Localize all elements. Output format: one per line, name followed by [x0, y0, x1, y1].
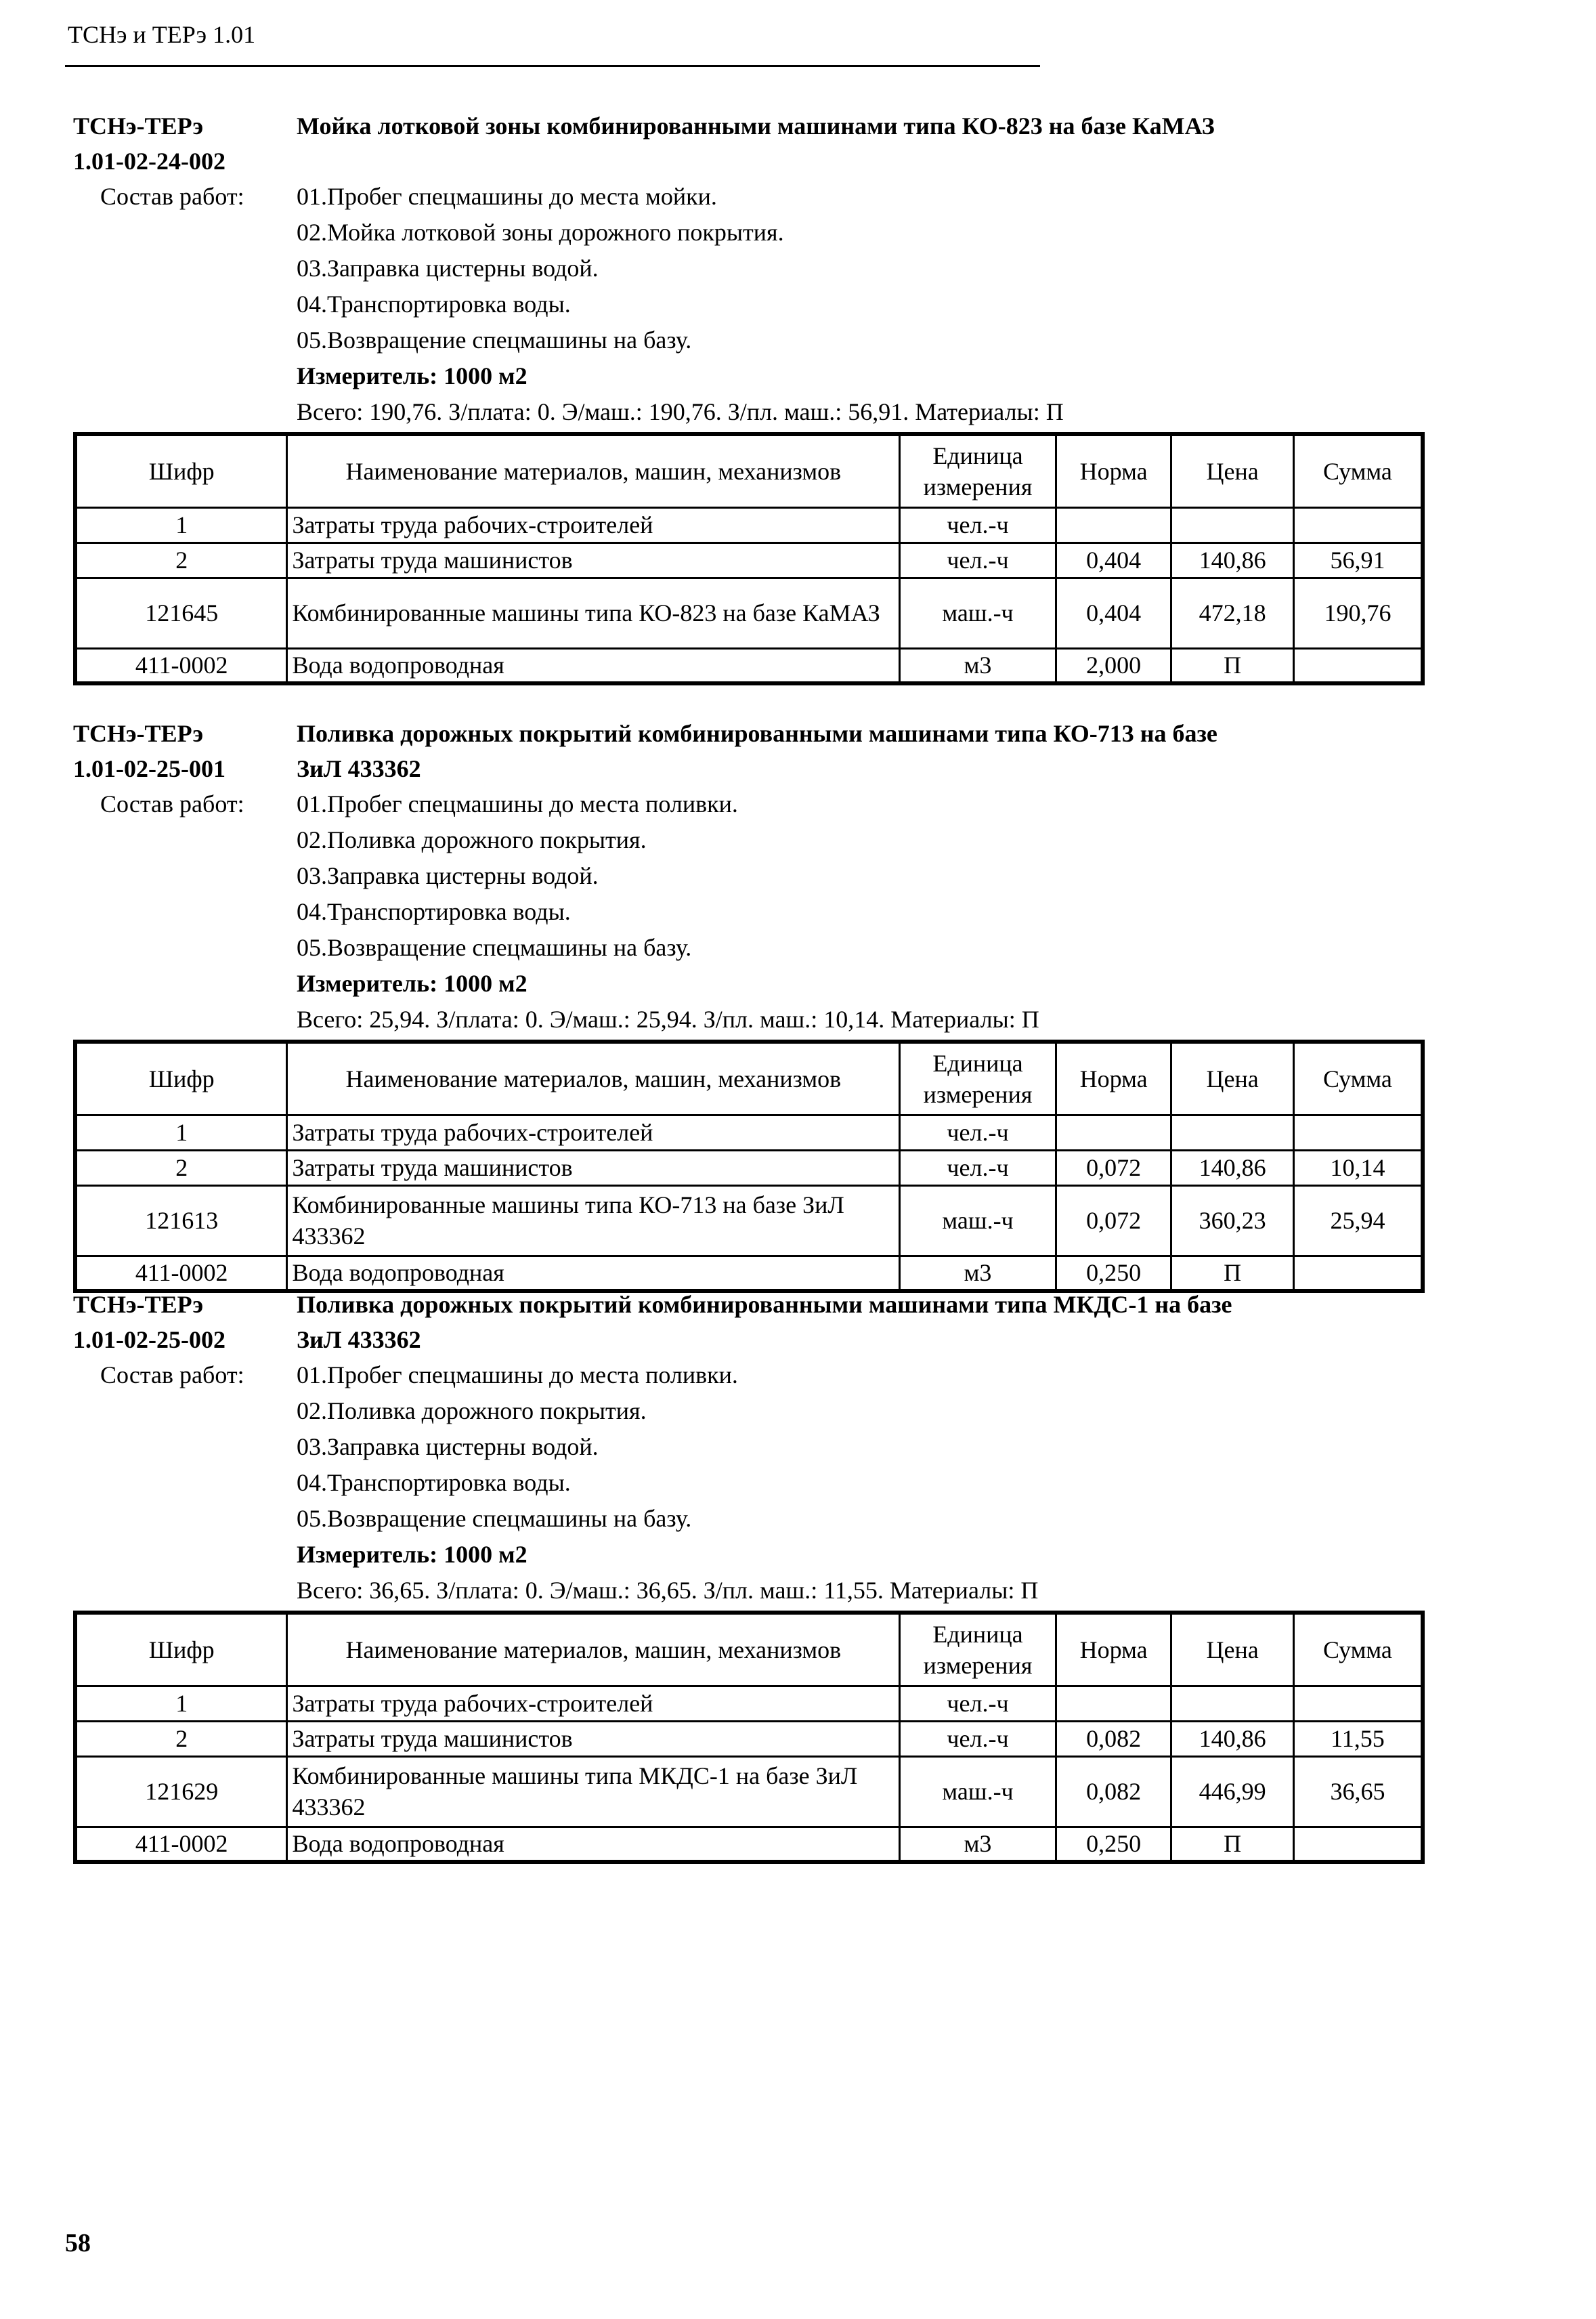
sostav-label: Состав работ:: [100, 1361, 244, 1388]
cell-code: 121613: [75, 1185, 287, 1256]
table-row: [75, 507, 1423, 542]
cell-name: Комбинированные машины типа МКДС-1 на базе ЗиЛ 433362: [287, 1756, 900, 1827]
cell-sum: [1293, 1256, 1423, 1291]
work-operations: [297, 179, 1064, 430]
cell-unit: м3: [900, 1256, 1056, 1291]
cell-code: 121629: [75, 1756, 287, 1827]
column-header: Наименование материалов, машин, механизмов: [287, 1613, 900, 1686]
column-header: Сумма: [1293, 1042, 1423, 1115]
cell-norm: 2,000: [1056, 648, 1171, 683]
rates-table: [73, 1040, 1425, 1293]
cell-unit: маш.-ч: [900, 1185, 1056, 1256]
cell-sum: [1293, 648, 1423, 683]
operation-item: 04.Транспортировка воды.: [297, 1469, 571, 1496]
table-row: [75, 1115, 1423, 1150]
table-header-row: [75, 434, 1423, 507]
table-header-row: [75, 1042, 1423, 1115]
cell-code: 1: [75, 507, 287, 542]
page-number: 58: [65, 2229, 91, 2257]
cost-summary: Всего: 25,94. З/плата: 0. Э/маш.: 25,94. З/пл. маш.: 10,14. Материалы: П: [297, 1006, 1039, 1033]
cost-summary: Всего: 36,65. З/плата: 0. Э/маш.: 36,65. З/пл. маш.: 11,55. Материалы: П: [297, 1577, 1039, 1604]
rate-title-line: Мойка лотковой зоны комбинированными машинами типа КО-823 на базе КаМАЗ: [297, 112, 1215, 140]
running-header: ТСНэ и ТЕРэ 1.01: [68, 21, 256, 48]
operation-item: 02.Мойка лотковой зоны дорожного покрытия.: [297, 219, 784, 246]
table-row: [75, 1185, 1423, 1256]
cell-price: 446,99: [1171, 1756, 1294, 1827]
operation-item: 03.Заправка цистерны водой.: [297, 862, 599, 889]
cell-price: 140,86: [1171, 1150, 1294, 1185]
column-header: Наименование материалов, машин, механизмов: [287, 1042, 900, 1115]
cell-norm: [1056, 507, 1171, 542]
cell-sum: 11,55: [1293, 1721, 1423, 1756]
sostav-label: Состав работ:: [100, 790, 244, 817]
cell-unit: м3: [900, 1827, 1056, 1862]
cell-sum: [1293, 507, 1423, 542]
table-row: [75, 1721, 1423, 1756]
column-header: Цена: [1171, 1613, 1294, 1686]
cell-unit: чел.-ч: [900, 542, 1056, 578]
cell-name: Затраты труда рабочих-строителей: [287, 1115, 900, 1150]
cell-name: Затраты труда машинистов: [287, 1150, 900, 1185]
cell-norm: [1056, 1686, 1171, 1721]
cell-name: Вода водопроводная: [287, 1256, 900, 1291]
cell-name: Затраты труда машинистов: [287, 1721, 900, 1756]
cell-norm: 0,082: [1056, 1721, 1171, 1756]
table-row: [75, 1827, 1423, 1862]
cell-unit: чел.-ч: [900, 507, 1056, 542]
cell-norm: 0,250: [1056, 1256, 1171, 1291]
sostav-label: Состав работ:: [100, 183, 244, 210]
operation-item: 05.Возвращение спецмашины на базу.: [297, 326, 692, 354]
cell-norm: 0,072: [1056, 1185, 1171, 1256]
column-header: Цена: [1171, 1042, 1294, 1115]
cell-price: 140,86: [1171, 542, 1294, 578]
operation-item: 05.Возвращение спецмашины на базу.: [297, 934, 692, 961]
rate-code-prefix: ТСНэ-ТЕРэ: [73, 720, 204, 747]
column-header: Сумма: [1293, 1613, 1423, 1686]
cell-sum: 190,76: [1293, 578, 1423, 648]
cell-unit: маш.-ч: [900, 1756, 1056, 1827]
cell-name: Комбинированные машины типа КО-713 на базе ЗиЛ 433362: [287, 1185, 900, 1256]
table-row: [75, 648, 1423, 683]
cell-unit: маш.-ч: [900, 578, 1056, 648]
header-rule: [65, 65, 1040, 67]
operation-item: 01.Пробег спецмашины до места поливки.: [297, 790, 738, 817]
table-row: [75, 1256, 1423, 1291]
operation-item: 02.Поливка дорожного покрытия.: [297, 826, 647, 853]
cell-code: 1: [75, 1686, 287, 1721]
operation-item: 04.Транспортировка воды.: [297, 291, 571, 318]
rate-section-1: [73, 108, 1427, 691]
operation-item: 02.Поливка дорожного покрытия.: [297, 1397, 647, 1424]
cell-price: П: [1171, 1256, 1294, 1291]
column-header: Норма: [1056, 1042, 1171, 1115]
column-header: Шифр: [75, 1613, 287, 1686]
cell-price: [1171, 1115, 1294, 1150]
cell-norm: [1056, 1115, 1171, 1150]
cell-norm: 0,082: [1056, 1756, 1171, 1827]
cell-price: 360,23: [1171, 1185, 1294, 1256]
column-header: Норма: [1056, 1613, 1171, 1686]
cell-norm: 0,404: [1056, 578, 1171, 648]
rate-code-prefix: ТСНэ-ТЕРэ: [73, 112, 204, 140]
operation-item: 03.Заправка цистерны водой.: [297, 255, 599, 282]
cell-code: 2: [75, 542, 287, 578]
table-row: [75, 542, 1423, 578]
rate-title-line: ЗиЛ 433362: [297, 1326, 421, 1353]
rate-section-2: [73, 716, 1427, 1298]
cell-sum: 36,65: [1293, 1756, 1423, 1827]
cell-price: 472,18: [1171, 578, 1294, 648]
rates-table: [73, 1611, 1425, 1864]
cell-price: П: [1171, 1827, 1294, 1862]
cell-code: 411-0002: [75, 1827, 287, 1862]
cell-code: 2: [75, 1721, 287, 1756]
cell-unit: чел.-ч: [900, 1686, 1056, 1721]
rate-code-number: 1.01-02-25-001: [73, 755, 225, 782]
rates-table: [73, 432, 1425, 685]
cell-price: П: [1171, 648, 1294, 683]
cell-code: 121645: [75, 578, 287, 648]
rate-code: [73, 1287, 290, 1357]
rate-section-3: [73, 1287, 1427, 1869]
column-header: Сумма: [1293, 434, 1423, 507]
table-row: [75, 578, 1423, 648]
column-header: Шифр: [75, 1042, 287, 1115]
rate-code: [73, 716, 290, 786]
column-header: Норма: [1056, 434, 1171, 507]
cell-sum: [1293, 1115, 1423, 1150]
operation-item: 01.Пробег спецмашины до места мойки.: [297, 183, 717, 210]
rate-code: [73, 108, 290, 179]
cell-price: [1171, 1686, 1294, 1721]
rate-code-prefix: ТСНэ-ТЕРэ: [73, 1291, 204, 1318]
cell-code: 411-0002: [75, 648, 287, 683]
cell-name: Затраты труда рабочих-строителей: [287, 507, 900, 542]
measure-unit: Измеритель: 1000 м2: [297, 1541, 527, 1568]
cell-unit: м3: [900, 648, 1056, 683]
operation-item: 01.Пробег спецмашины до места поливки.: [297, 1361, 738, 1388]
cell-name: Затраты труда рабочих-строителей: [287, 1686, 900, 1721]
column-header: Единица измерения: [900, 1613, 1056, 1686]
measure-unit: Измеритель: 1000 м2: [297, 362, 527, 389]
table-row: [75, 1150, 1423, 1185]
column-header: Цена: [1171, 434, 1294, 507]
rate-title: [297, 108, 1475, 144]
cell-sum: 56,91: [1293, 542, 1423, 578]
cell-norm: 0,072: [1056, 1150, 1171, 1185]
cell-norm: 0,404: [1056, 542, 1171, 578]
measure-unit: Измеритель: 1000 м2: [297, 970, 527, 997]
cell-name: Вода водопроводная: [287, 1827, 900, 1862]
column-header: Единица измерения: [900, 434, 1056, 507]
cell-sum: [1293, 1686, 1423, 1721]
rate-title: [297, 1287, 1475, 1357]
cell-code: 411-0002: [75, 1256, 287, 1291]
cell-price: [1171, 507, 1294, 542]
operation-item: 05.Возвращение спецмашины на базу.: [297, 1505, 692, 1532]
cell-name: Комбинированные машины типа КО-823 на базе КаМАЗ: [287, 578, 900, 648]
operation-item: 03.Заправка цистерны водой.: [297, 1433, 599, 1460]
table-row: [75, 1756, 1423, 1827]
cell-name: Вода водопроводная: [287, 648, 900, 683]
rate-title-line: Поливка дорожных покрытий комбинированными машинами типа МКДС-1 на базе: [297, 1291, 1232, 1318]
cell-price: 140,86: [1171, 1721, 1294, 1756]
cell-code: 1: [75, 1115, 287, 1150]
rate-code-number: 1.01-02-24-002: [73, 148, 225, 175]
column-header: Наименование материалов, машин, механизмов: [287, 434, 900, 507]
table-header-row: [75, 1613, 1423, 1686]
rate-code-number: 1.01-02-25-002: [73, 1326, 225, 1353]
cell-unit: чел.-ч: [900, 1150, 1056, 1185]
work-operations: [297, 786, 1039, 1038]
column-header: Шифр: [75, 434, 287, 507]
cell-norm: 0,250: [1056, 1827, 1171, 1862]
cell-sum: 10,14: [1293, 1150, 1423, 1185]
column-header: Единица измерения: [900, 1042, 1056, 1115]
rate-title-line: Поливка дорожных покрытий комбинированными машинами типа КО-713 на базе: [297, 720, 1217, 747]
operation-item: 04.Транспортировка воды.: [297, 898, 571, 925]
rate-title: [297, 716, 1475, 786]
cell-code: 2: [75, 1150, 287, 1185]
cell-sum: 25,94: [1293, 1185, 1423, 1256]
work-operations: [297, 1357, 1038, 1609]
cell-unit: чел.-ч: [900, 1115, 1056, 1150]
cost-summary: Всего: 190,76. З/плата: 0. Э/маш.: 190,76. З/пл. маш.: 56,91. Материалы: П: [297, 398, 1064, 425]
table-row: [75, 1686, 1423, 1721]
cell-sum: [1293, 1827, 1423, 1862]
rate-title-line: ЗиЛ 433362: [297, 755, 421, 782]
cell-unit: чел.-ч: [900, 1721, 1056, 1756]
cell-name: Затраты труда машинистов: [287, 542, 900, 578]
